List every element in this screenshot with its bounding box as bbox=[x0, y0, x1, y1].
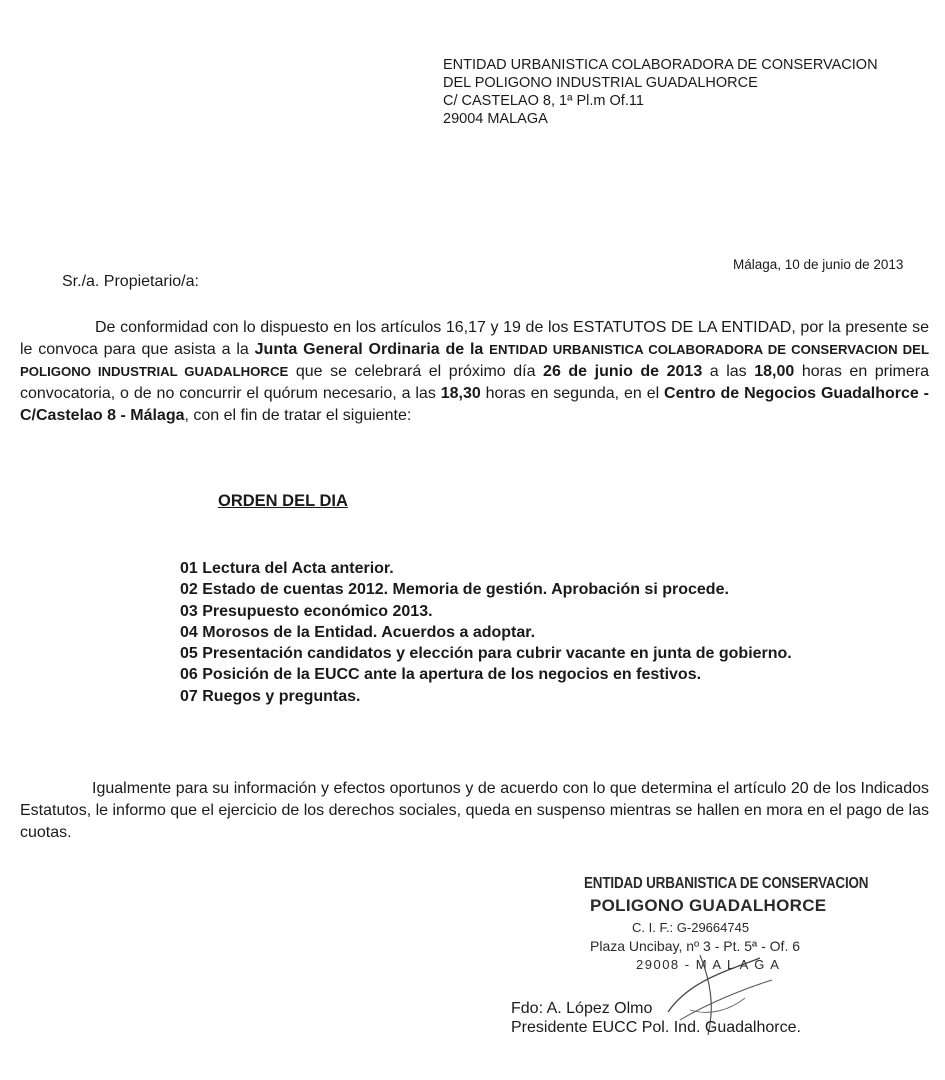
stamp-line-3: C. I. F.: G-29664745 bbox=[632, 920, 750, 935]
stamp-line-2: POLIGONO GUADALHORCE bbox=[590, 896, 827, 915]
signatory-name: Fdo: A. López Olmo bbox=[511, 1000, 653, 1017]
body-text: horas en segunda, en el bbox=[480, 385, 665, 402]
body-bold-time-2: 18,30 bbox=[440, 385, 481, 402]
body-text: , con el fin de tratar el siguiente: bbox=[184, 407, 412, 424]
body-bold-time-1: 18,00 bbox=[754, 363, 795, 380]
stamp-line-5: 29008 - M A L A G A bbox=[636, 957, 781, 972]
address-line-4: 29004 MALAGA bbox=[443, 111, 548, 127]
body-text: que se celebrará el próximo día bbox=[288, 363, 544, 380]
agenda-title: ORDEN DEL DIA bbox=[218, 492, 348, 510]
agenda-item: 02 Estado de cuentas 2012. Memoria de gestión. Aprobación si procede. bbox=[180, 581, 729, 599]
agenda-item: 05 Presentación candidatos y elección para cubrir vacante en junta de gobierno. bbox=[180, 645, 792, 663]
agenda-item: 06 Posición de la EUCC ante la apertura de los negocios en festivos. bbox=[180, 666, 702, 684]
salutation: Sr./a. Propietario/a: bbox=[62, 273, 199, 290]
body-text: horas en primera convocatoria, o de no concurrir el quórum necesario, a las bbox=[20, 363, 929, 402]
signatory-role: Presidente EUCC Pol. Ind. Guadalhorce. bbox=[511, 1019, 801, 1036]
body-text: De conformidad con lo dispuesto en los artículos 16,17 y 19 de los ESTATUTOS DE LA ENTIDAD, por la presente se le convoca para que asista a la bbox=[20, 319, 929, 358]
info-paragraph: Igualmente para su información y efectos oportunos y de acuerdo con lo que determina el artículo 20 de los Indicados Estatutos, le informo que el ejercicio de los derechos sociales, queda en suspenso mientras se hallen en mora en el pago de las cuotas. bbox=[20, 780, 929, 841]
body-bold-date: 26 de junio de 2013 bbox=[543, 363, 703, 380]
body-bold-location: Centro de Negocios Guadalhorce - C/Castelao 8 - Málaga bbox=[20, 385, 930, 424]
address-line-1: ENTIDAD URBANISTICA COLABORADORA DE CONSERVACION bbox=[443, 57, 878, 73]
agenda-item: 07 Ruegos y preguntas. bbox=[180, 687, 361, 705]
agenda-item: 04 Morosos de la Entidad. Acuerdos a adoptar. bbox=[180, 623, 536, 641]
stamp-line-1: ENTIDAD URBANISTICA DE CONSERVACION bbox=[584, 875, 869, 892]
body-bold-meeting: Junta General Ordinaria de la bbox=[254, 341, 484, 358]
address-line-3: C/ CASTELAO 8, 1ª Pl.m Of.11 bbox=[443, 93, 644, 109]
header-address bbox=[443, 56, 878, 128]
agenda-list bbox=[180, 558, 792, 707]
body-entity-name: ENTIDAD URBANISTICA COLABORADORA DE CONSERVACION DEL POLIGONO INDUSTRIAL GUADALHORCE bbox=[20, 342, 930, 379]
entity-stamp bbox=[584, 875, 884, 972]
agenda-item: 03 Presupuesto económico 2013. bbox=[180, 602, 433, 620]
body-text: a las bbox=[702, 363, 755, 380]
letter-date: Málaga, 10 de junio de 2013 bbox=[733, 257, 904, 272]
address-line-2: DEL POLIGONO INDUSTRIAL GUADALHORCE bbox=[443, 75, 758, 91]
stamp-line-4: Plaza Uncibay, nº 3 - Pt. 5ª - Of. 6 bbox=[590, 938, 801, 954]
convocation-paragraph bbox=[20, 317, 929, 427]
agenda-item: 01 Lectura del Acta anterior. bbox=[180, 560, 394, 577]
